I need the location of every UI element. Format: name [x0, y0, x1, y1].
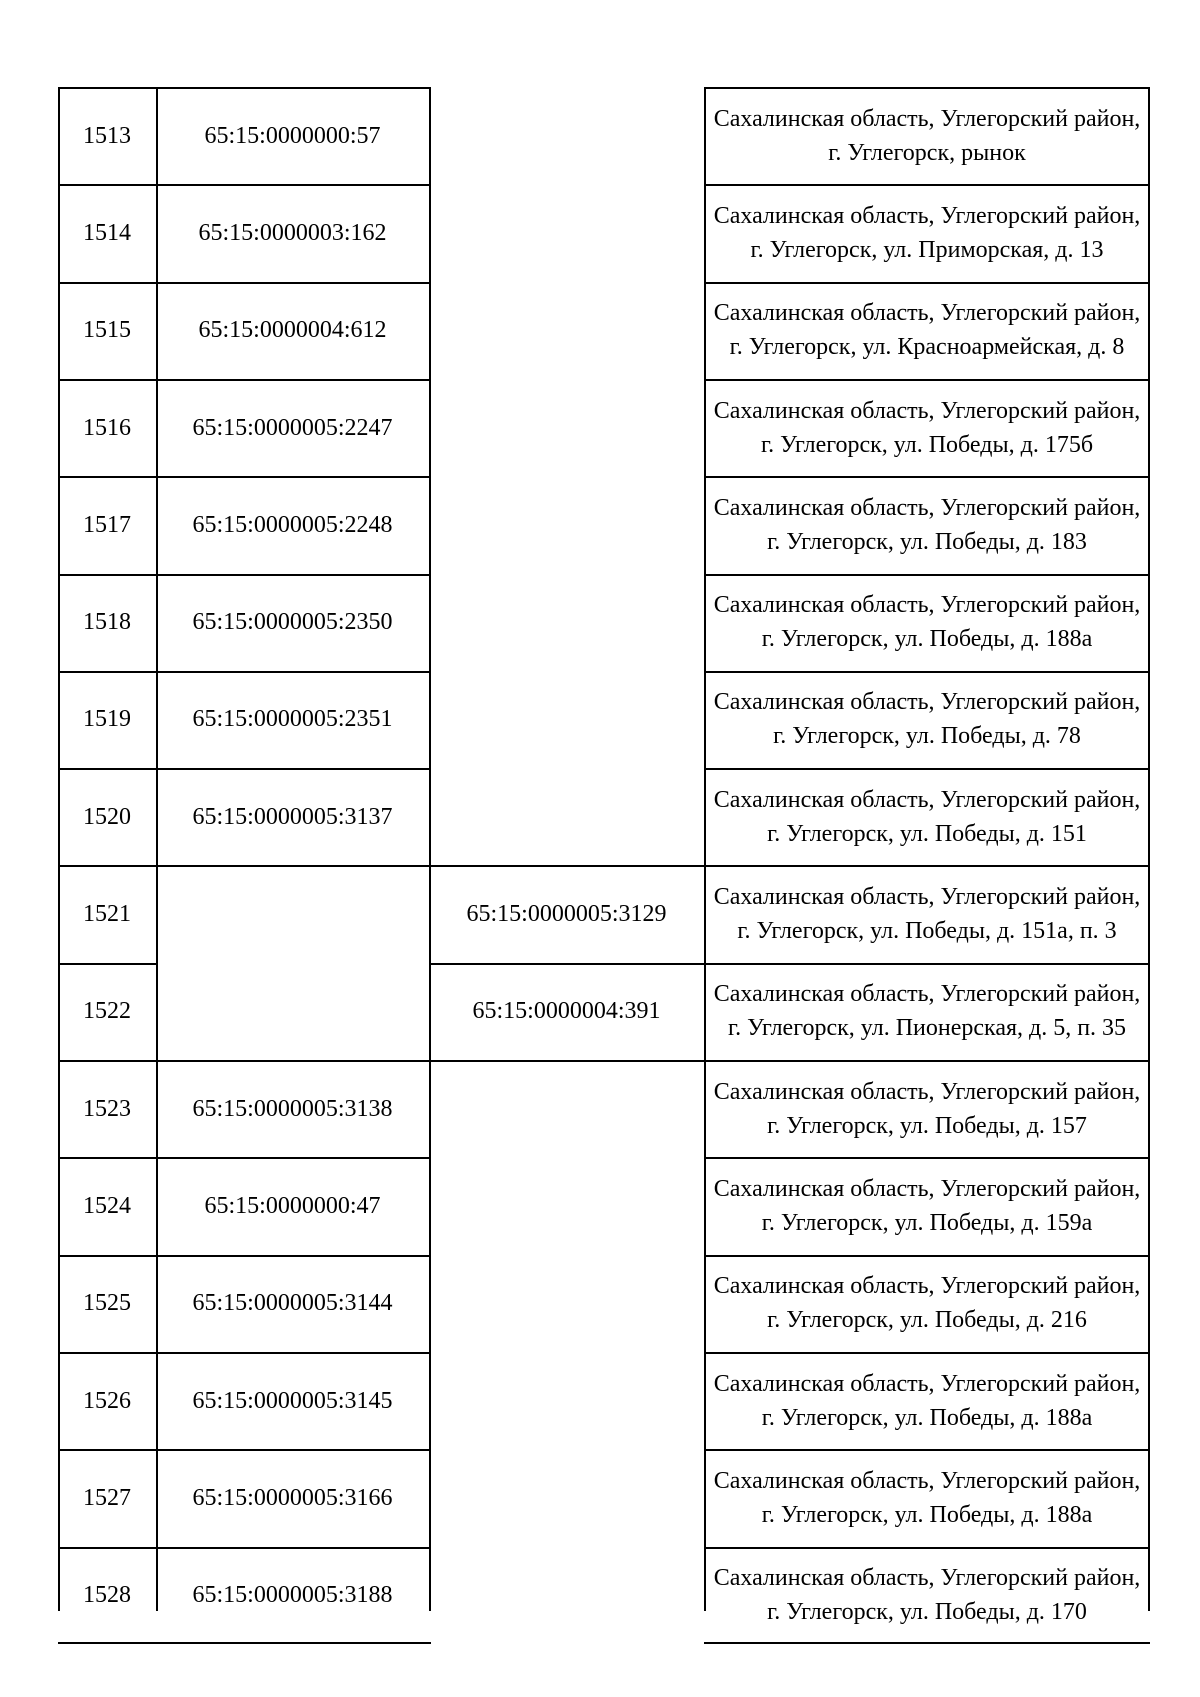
row-number: 1514: [83, 219, 131, 246]
linked-cadastral-number: 65:15:0000005:3129: [466, 901, 667, 928]
row-divider: [58, 1642, 431, 1644]
row-number: 1519: [83, 706, 131, 733]
row-number: 1525: [83, 1290, 131, 1317]
row-divider: [704, 1352, 1150, 1354]
row-number: 1528: [83, 1582, 131, 1609]
address: Сахалинская область, Углегорский район, г. Углегорск, ул. Победы, д. 188а: [713, 1370, 1141, 1431]
cadastral-number: 65:15:0000005:3145: [192, 1387, 393, 1414]
row-divider: [58, 1255, 431, 1257]
linked-cadastral-number: [429, 574, 704, 671]
row-divider: [58, 1060, 431, 1062]
row-divider: [58, 574, 431, 576]
cadastral-number: [156, 865, 429, 962]
row-divider: [704, 282, 1150, 284]
row-divider: [58, 671, 431, 673]
row-divider: [58, 768, 431, 770]
row-divider: [429, 1060, 706, 1062]
table-border-right: [1148, 87, 1150, 1611]
cadastral-number: [156, 963, 429, 1060]
linked-cadastral-number: [429, 476, 704, 573]
row-divider: [429, 865, 706, 867]
row-number: 1513: [83, 122, 131, 149]
column-divider: [429, 87, 431, 1611]
row-divider: [704, 476, 1150, 478]
row-divider: [58, 1352, 431, 1354]
row-divider: [704, 1642, 1150, 1644]
row-divider: [704, 379, 1150, 381]
linked-cadastral-number: [429, 1547, 704, 1644]
row-number: 1524: [83, 1192, 131, 1219]
row-divider: [704, 963, 1150, 965]
linked-cadastral-number: [429, 671, 704, 768]
column-divider: [704, 87, 706, 1611]
linked-cadastral-number: [429, 379, 704, 476]
address: Сахалинская область, Углегорский район, г. Углегорск, ул. Победы, д. 151а, п. 3: [713, 884, 1141, 945]
row-number: 1515: [83, 317, 131, 344]
cadastral-number: 65:15:0000005:2350: [192, 609, 393, 636]
cadastral-number: 65:15:0000005:3144: [192, 1290, 393, 1317]
cadastral-number: 65:15:0000005:3166: [192, 1484, 393, 1511]
cadastral-number: 65:15:0000000:47: [204, 1192, 381, 1219]
address: Сахалинская область, Углегорский район, г. Углегорск, ул. Победы, д. 188а: [713, 592, 1141, 653]
row-divider: [704, 87, 1150, 89]
row-number: 1522: [83, 998, 131, 1025]
linked-cadastral-number: 65:15:0000004:391: [472, 998, 661, 1025]
cadastral-number: 65:15:0000005:2248: [192, 511, 393, 538]
address: Сахалинская область, Углегорский район, г. Углегорск, ул. Приморская, д. 13: [713, 202, 1141, 263]
row-number: 1526: [83, 1387, 131, 1414]
address: Сахалинская область, Углегорский район, г. Углегорск, ул. Победы, д. 175б: [713, 397, 1141, 458]
row-divider: [58, 379, 431, 381]
row-divider: [58, 184, 431, 186]
linked-cadastral-number: [429, 1255, 704, 1352]
cadastral-number: 65:15:0000005:3188: [192, 1582, 393, 1609]
row-divider: [58, 1449, 431, 1451]
property-table: [58, 87, 1150, 1626]
row-divider: [704, 1157, 1150, 1159]
address: Сахалинская область, Углегорский район, г. Углегорск, ул. Победы, д. 159а: [713, 1175, 1141, 1236]
row-divider: [704, 671, 1150, 673]
address: Сахалинская область, Углегорский район, г. Углегорск, ул. Победы, д. 78: [713, 689, 1141, 750]
address: Сахалинская область, Углегорский район, г. Углегорск, ул. Победы, д. 170: [713, 1565, 1141, 1626]
linked-cadastral-number: [429, 87, 704, 184]
address: Сахалинская область, Углегорский район, г. Углегорск, ул. Пионерская, д. 5, п. 35: [713, 981, 1141, 1042]
address: Сахалинская область, Углегорский район, г. Углегорск, ул. Победы, д. 188а: [713, 1467, 1141, 1528]
table-border-left: [58, 87, 60, 1611]
row-number: 1527: [83, 1484, 131, 1511]
address: Сахалинская область, Углегорский район, г. Углегорск, ул. Победы, д. 216: [713, 1273, 1141, 1334]
address: Сахалинская область, Углегорский район, г. Углегорск, ул. Победы, д. 183: [713, 494, 1141, 555]
row-number: 1520: [83, 803, 131, 830]
row-divider: [704, 574, 1150, 576]
cadastral-number: 65:15:0000005:3138: [192, 1095, 393, 1122]
row-divider: [704, 1060, 1150, 1062]
row-divider: [704, 1255, 1150, 1257]
address: Сахалинская область, Углегорский район, г. Углегорск, ул. Красноармейская, д. 8: [713, 300, 1141, 361]
row-number: 1523: [83, 1095, 131, 1122]
row-divider: [58, 87, 431, 89]
cadastral-number: 65:15:0000003:162: [198, 219, 387, 246]
row-divider: [58, 865, 431, 867]
row-number: 1521: [83, 901, 131, 928]
row-divider: [58, 476, 431, 478]
row-divider: [704, 1449, 1150, 1451]
row-divider: [704, 768, 1150, 770]
cadastral-number: 65:15:0000004:612: [198, 317, 387, 344]
row-number: 1517: [83, 511, 131, 538]
row-divider: [704, 1547, 1150, 1549]
linked-cadastral-number: [429, 1157, 704, 1254]
cadastral-number: 65:15:0000005:3137: [192, 803, 393, 830]
row-divider: [704, 865, 1150, 867]
address: Сахалинская область, Углегорский район, г. Углегорск, ул. Победы, д. 151: [713, 786, 1141, 847]
row-number: 1516: [83, 414, 131, 441]
row-number: 1518: [83, 609, 131, 636]
cadastral-number: 65:15:0000000:57: [204, 122, 381, 149]
row-divider: [704, 184, 1150, 186]
linked-cadastral-number: [429, 1449, 704, 1546]
address: Сахалинская область, Углегорский район, г. Углегорск, рынок: [713, 105, 1141, 166]
linked-cadastral-number: [429, 768, 704, 865]
row-divider: [58, 1547, 431, 1549]
linked-cadastral-number: [429, 282, 704, 379]
row-divider: [429, 963, 706, 965]
row-divider: [58, 282, 431, 284]
column-divider: [156, 87, 158, 1611]
row-divider: [58, 1157, 431, 1159]
address: Сахалинская область, Углегорский район, г. Углегорск, ул. Победы, д. 157: [713, 1078, 1141, 1139]
linked-cadastral-number: [429, 1060, 704, 1157]
cadastral-number: 65:15:0000005:2351: [192, 706, 393, 733]
linked-cadastral-number: [429, 1352, 704, 1449]
cadastral-number: 65:15:0000005:2247: [192, 414, 393, 441]
linked-cadastral-number: [429, 184, 704, 281]
row-divider: [58, 963, 158, 965]
